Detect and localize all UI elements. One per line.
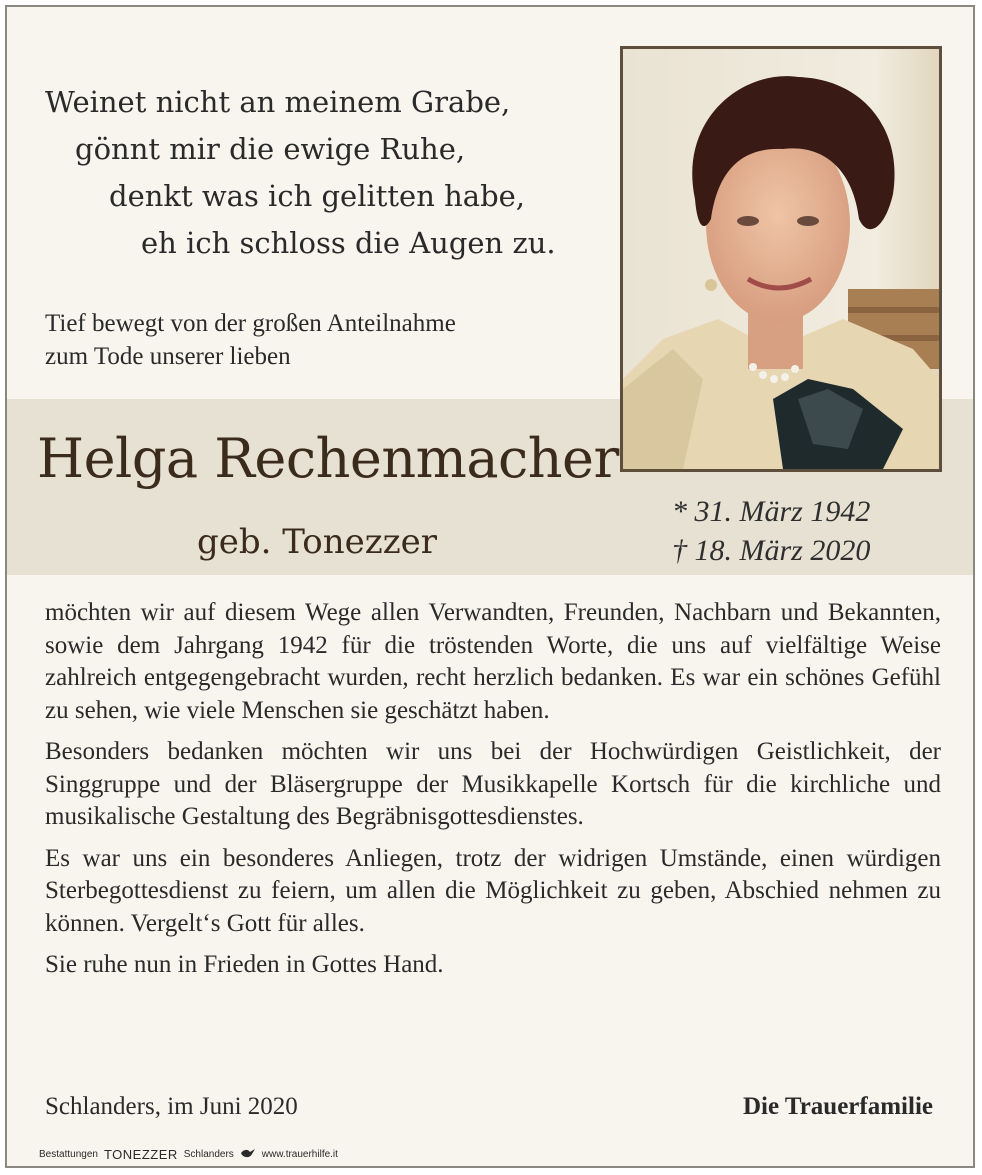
poem	[45, 79, 605, 267]
thank-you-text	[45, 597, 941, 991]
portrait-photo	[620, 46, 942, 472]
poem-line: Weinet nicht an meinem Grabe,	[45, 85, 511, 119]
dove-icon	[240, 1147, 256, 1162]
poem-line: eh ich schloss die Augen zu.	[141, 226, 556, 260]
poem-line: gönnt mir die ewige Ruhe,	[75, 132, 466, 166]
signature-family: Die Trauerfamilie	[743, 1093, 933, 1120]
footer-prefix: Bestattungen	[39, 1149, 98, 1160]
paragraph: möchten wir auf diesem Wege allen Verwandten, Freunden, Nachbarn und Bekannten, sowie dem Jahrgang 1942 für die tröstenden Worte, die uns auf vielfältige Weise zahlreich entgegengebracht wurden, recht herzlich bedanken. Es war ein schönes Gefühl zu sehen, wie viele Menschen sie geschätzt haben.	[45, 599, 941, 724]
death-date: † 18. März 2020	[672, 534, 871, 567]
footer	[39, 1147, 338, 1162]
footer-company: TONEZZER	[103, 1147, 178, 1162]
intro-text	[45, 307, 605, 373]
maiden-name: geb. Tonezzer	[197, 522, 437, 562]
obituary-card	[5, 5, 975, 1168]
intro-line: zum Tode unserer lieben	[45, 343, 291, 370]
portrait-illustration	[623, 49, 939, 469]
paragraph: Besonders bedanken möchten wir uns bei der Hochwürdigen Geistlichkeit, der Singgruppe und der Bläsergruppe der Musikkapelle Kortsch für die kirchliche und musikalische Gestaltung des Begräbnisgottesdienstes.	[45, 738, 941, 830]
paragraph: Sie ruhe nun in Frieden in Gottes Hand.	[45, 951, 444, 978]
poem-line: denkt was ich gelitten habe,	[109, 179, 526, 213]
intro-line: Tief bewegt von der großen Anteilnahme	[45, 310, 456, 337]
place-and-date: Schlanders, im Juni 2020	[45, 1093, 298, 1120]
birth-date: * 31. März 1942	[672, 495, 871, 528]
footer-url[interactable]: www.trauerhilfe.it	[261, 1149, 338, 1160]
footer-town: Schlanders	[183, 1149, 234, 1160]
paragraph: Es war uns ein besonderes Anliegen, trotz der widrigen Umstände, einen würdigen Sterbegottesdienst zu feiern, um allen die Möglichkeit zu geben, Abschied nehmen zu können. Vergelt‘s Gott für alles.	[45, 844, 941, 937]
life-dates	[672, 492, 902, 570]
deceased-name: Helga Rechenmacher	[37, 427, 619, 490]
